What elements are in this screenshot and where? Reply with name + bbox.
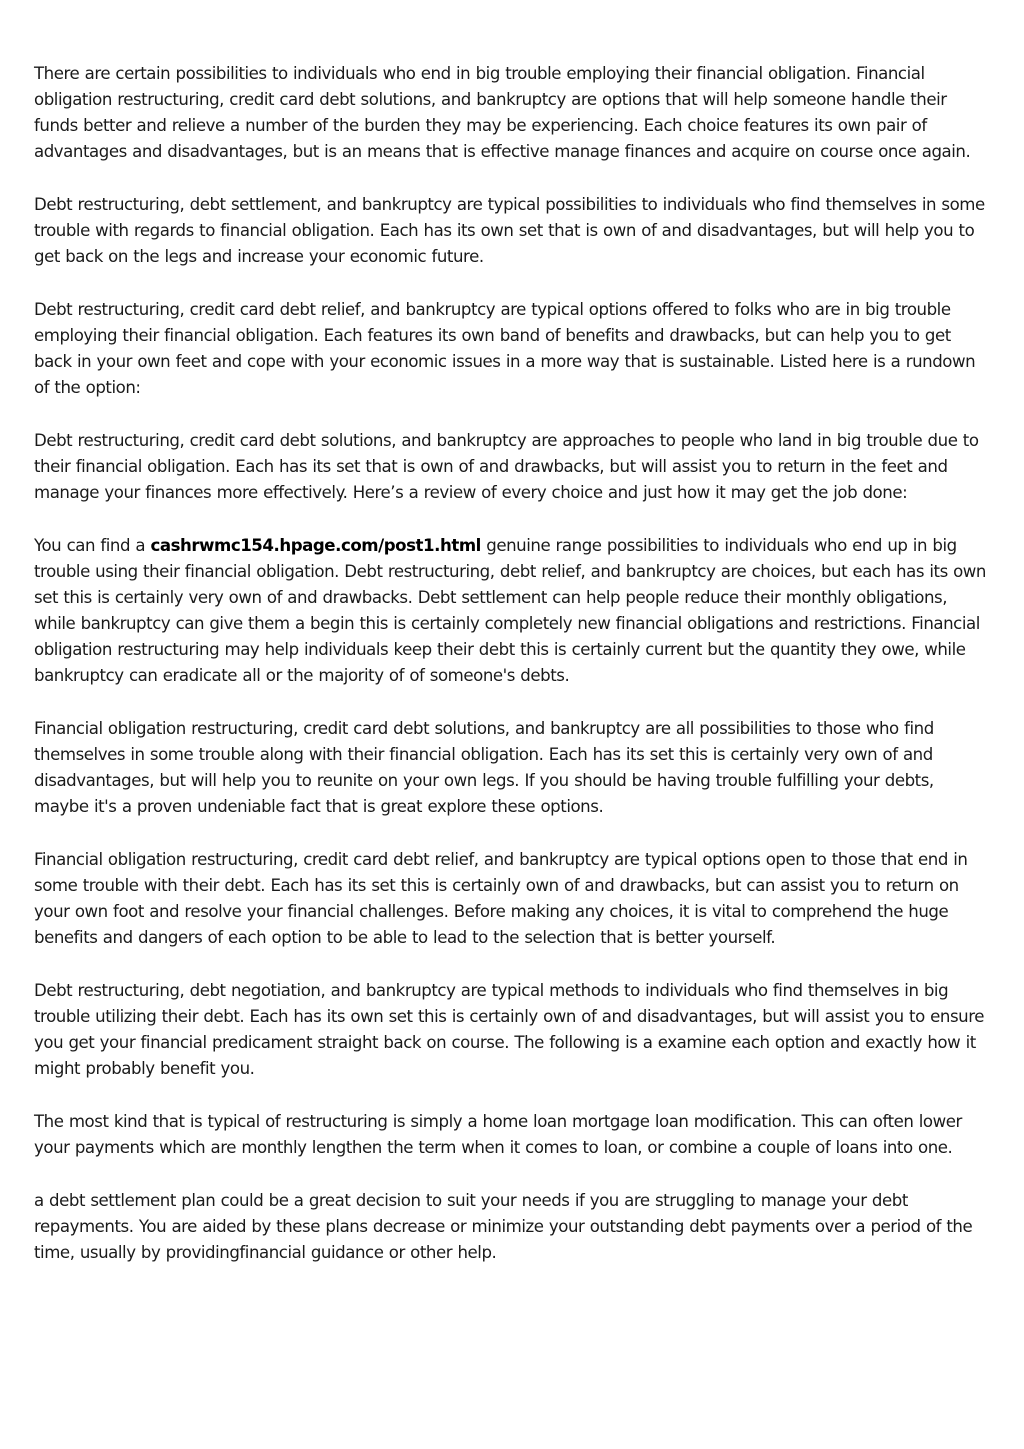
paragraph-6: Financial obligation restructuring, credit card debt solutions, and bankruptcy are all possibilities to those who find themselves in some trouble along with their financial obligation. Each has its set this is certainly very own of and disadvantages, but will help you to reunite on your own legs. If you should be having trouble fulfilling your debts, maybe it's a proven undeniable fact that is great explore these options.	[34, 719, 934, 816]
paragraph-5-intro: You can find a	[34, 536, 151, 555]
paragraph-2: Debt restructuring, debt settlement, and bankruptcy are typical possibilities to individuals who find themselves in some trouble with regards to financial obligation. Each has its own set that is own of and disadvantages, but will help you to get back on the legs and increase your economic future.	[34, 195, 985, 266]
paragraph-8: Debt restructuring, debt negotiation, and bankruptcy are typical methods to individuals who find themselves in big trouble utilizing their debt. Each has its own set this is certainly own of and disadvantages, but will assist you to ensure you get your financial predicament straight back on course. The following is a examine each option and exactly how it might probably benefit you.	[34, 981, 984, 1078]
paragraph-1: There are certain possibilities to individuals who end in big trouble employing their financial obligation. Financial obligation restructuring, credit card debt solutions, and bankruptcy are options that will help someone handle their funds better and relieve a number of the burden they may be experiencing. Each choice features its own pair of advantages and disadvantages, but is an means that is effective manage finances and acquire on course once again.	[34, 64, 971, 161]
paragraph-4: Debt restructuring, credit card debt solutions, and bankruptcy are approaches to people who land in big trouble due to their financial obligation. Each has its set that is own of and drawbacks, but will assist you to return in the feet and manage your finances more effectively. Here’s a review of every choice and just how it may get the job done:	[34, 431, 979, 502]
paragraph-7: Financial obligation restructuring, credit card debt relief, and bankruptcy are typical options open to those that end in some trouble with their debt. Each has its set this is certainly own of and drawbacks, but can assist you to return on your own foot and resolve your financial challenges. Before making any choices, it is vital to comprehend the huge benefits and dangers of each option to be able to lead to the selection that is better yourself.	[34, 850, 968, 947]
paragraph-5-body: genuine range possibilities to individuals who end up in big trouble using their financial obligation. Debt restructuring, debt relief, and bankruptcy are choices, but each has its own set this is certainly very own of and drawbacks. Debt settlement can help people reduce their monthly obligations, while bankruptcy can give them a begin this is certainly completely new financial obligations and restrictions. Financial obligation restructuring may help individuals keep their debt this is certainly current but the quantity they owe, while bankruptcy can eradicate all or the majority of of someone's debts.	[34, 536, 986, 685]
post-link[interactable]: cashrwmc154.hpage.com/post1.html	[150, 536, 481, 555]
paragraph-3: Debt restructuring, credit card debt relief, and bankruptcy are typical options offered to folks who are in big trouble employing their financial obligation. Each features its own band of benefits and drawbacks, but can help you to get back in your own feet and cope with your economic issues in a more way that is sustainable. Listed here is a rundown of the option:	[34, 300, 976, 397]
paragraph-5	[34, 533, 992, 689]
document-body	[34, 61, 992, 1293]
paragraph-10: a debt settlement plan could be a great decision to suit your needs if you are struggling to manage your debt repayments. You are aided by these plans decrease or minimize your outstanding debt payments over a period of the time, usually by providingfinancial guidance or other help.	[34, 1191, 973, 1262]
paragraph-9: The most kind that is typical of restructuring is simply a home loan mortgage loan modification. This can often lower your payments which are monthly lengthen the term when it comes to loan, or combine a couple of loans into one.	[34, 1112, 962, 1157]
